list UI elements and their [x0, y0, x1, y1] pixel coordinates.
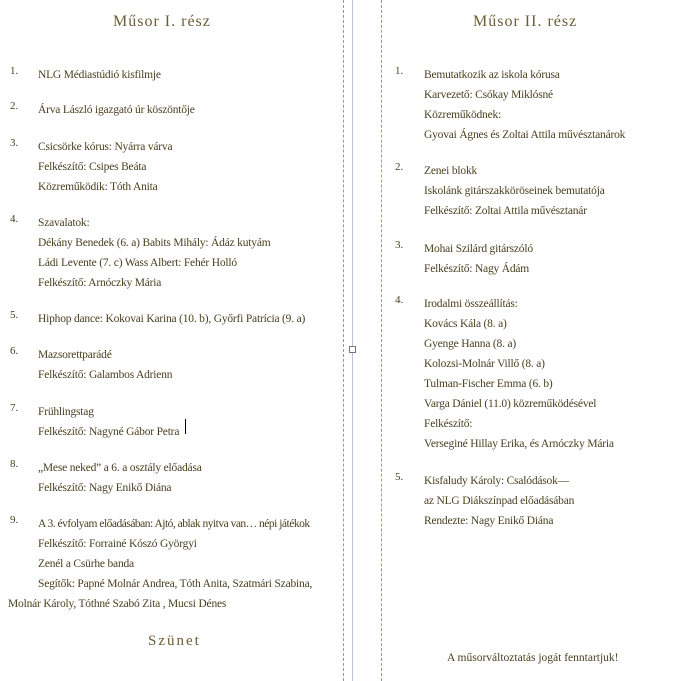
item-line: Zenei blokk	[424, 165, 478, 177]
item-line: az NLG Diákszínpad előadásában	[424, 495, 575, 507]
item-number: 4.	[395, 294, 404, 306]
item-line: Felkészítő: Galambos Adrienn	[38, 369, 173, 381]
item-line: Felkészítő: Csipes Beáta	[38, 161, 147, 173]
item-line: NLG Médiastúdió kisfilmje	[38, 69, 161, 81]
item-number: 8.	[10, 458, 19, 470]
item-number: 3.	[395, 239, 404, 251]
item-line: Dékány Benedek (6. a) Babits Mihály: Ádáz kutyám	[38, 237, 271, 249]
item-line: Felkészítő: Forrainé Kószó Györgyi	[38, 538, 197, 550]
item-number: 4.	[10, 213, 19, 225]
program-change-note: A műsorváltoztatás jogát fenntartjuk!	[447, 652, 619, 664]
item-line: Felkészítő: Nagyné Gábor Petra	[38, 426, 180, 438]
item-number: 1.	[10, 65, 19, 77]
item-line: Bemutatkozik az iskola kórusa	[424, 69, 560, 81]
item-line: Felkészítő:	[424, 418, 473, 430]
item-line: Mohai Szilárd gitárszóló	[424, 243, 533, 255]
column-resize-handle[interactable]	[349, 346, 356, 353]
item-line: Iskolánk gitárszakköröseinek bemutatója	[424, 185, 605, 197]
item-line: Kolozsi-Molnár Villő (8. a)	[424, 358, 545, 370]
item-line: Szavalatok:	[38, 217, 90, 229]
item-line: Csicsörke kórus: Nyárra várva	[38, 141, 173, 153]
item-line: Kisfaludy Károly: Csalódások—	[424, 475, 569, 487]
item-line: Molnár Károly, Tóthné Szabó Zita , Mucsi Dénes	[8, 598, 227, 610]
item-line: Közreműködik: Tóth Anita	[38, 181, 158, 193]
item-line: Felkészítő: Arnóczky Mária	[38, 277, 162, 289]
item-line: A 3. évfolyam előadásában: Ajtó, ablak nyitva van… népi játékok	[38, 518, 310, 530]
item-number: 2.	[395, 161, 404, 173]
intermission-label: Szünet	[148, 633, 201, 649]
item-line: Árva László igazgató úr köszöntője	[38, 104, 195, 116]
item-line: Felkészítő: Nagy Ádám	[424, 263, 530, 275]
item-line: Mazsorettparádé	[38, 349, 112, 361]
item-line: „Mese neked” a 6. a osztály előadása	[38, 462, 202, 474]
item-line: Gyovai Ágnes és Zoltai Attila művésztanárok	[424, 129, 626, 141]
item-number: 5.	[395, 471, 404, 483]
text-cursor	[185, 419, 186, 434]
item-number: 1.	[395, 65, 404, 77]
item-line: Rendezte: Nagy Enikő Diána	[424, 515, 554, 527]
item-line: Verseginé Hillay Erika, és Arnóczky Mária	[424, 438, 614, 450]
part-one-heading: Műsor I. rész	[113, 13, 211, 30]
item-line: Varga Dániel (11.0) közreműködésével	[424, 398, 597, 410]
item-line: Karvezető: Csókay Miklósné	[424, 89, 553, 101]
column-guide-right	[381, 0, 382, 681]
item-line: Zenél a Csürhe banda	[38, 558, 134, 570]
item-number: 2.	[10, 100, 19, 112]
item-number: 3.	[10, 137, 19, 149]
item-line: Gyenge Hanna (8. a)	[424, 338, 516, 350]
item-line: Ládi Levente (7. c) Wass Albert: Fehér Holló	[38, 257, 237, 269]
item-line: Felkészítő: Nagy Enikő Diána	[38, 482, 172, 494]
item-line: Felkészítő: Zoltai Attila művésztanár	[424, 205, 587, 217]
item-number: 7.	[10, 402, 19, 414]
item-line: Kovács Kála (8. a)	[424, 318, 507, 330]
item-line: Közreműködnek:	[424, 109, 502, 121]
column-guide-left	[343, 0, 344, 681]
item-number: 5.	[10, 309, 19, 321]
part-two-heading: Műsor II. rész	[473, 13, 578, 30]
item-line: Hiphop dance: Kokovai Karina (10. b), Győrfi Patrícia (9. a)	[38, 313, 306, 325]
item-line: Irodalmi összeállítás:	[424, 298, 518, 310]
item-line: Segítők: Papné Molnár Andrea, Tóth Anita, Szatmári Szabina,	[38, 578, 313, 590]
column-guide-center	[352, 0, 353, 681]
item-line: Frühlingstag	[38, 406, 94, 418]
item-line: Tulman-Fischer Emma (6. b)	[424, 378, 553, 390]
item-number: 6.	[10, 345, 19, 357]
item-number: 9.	[10, 514, 19, 526]
